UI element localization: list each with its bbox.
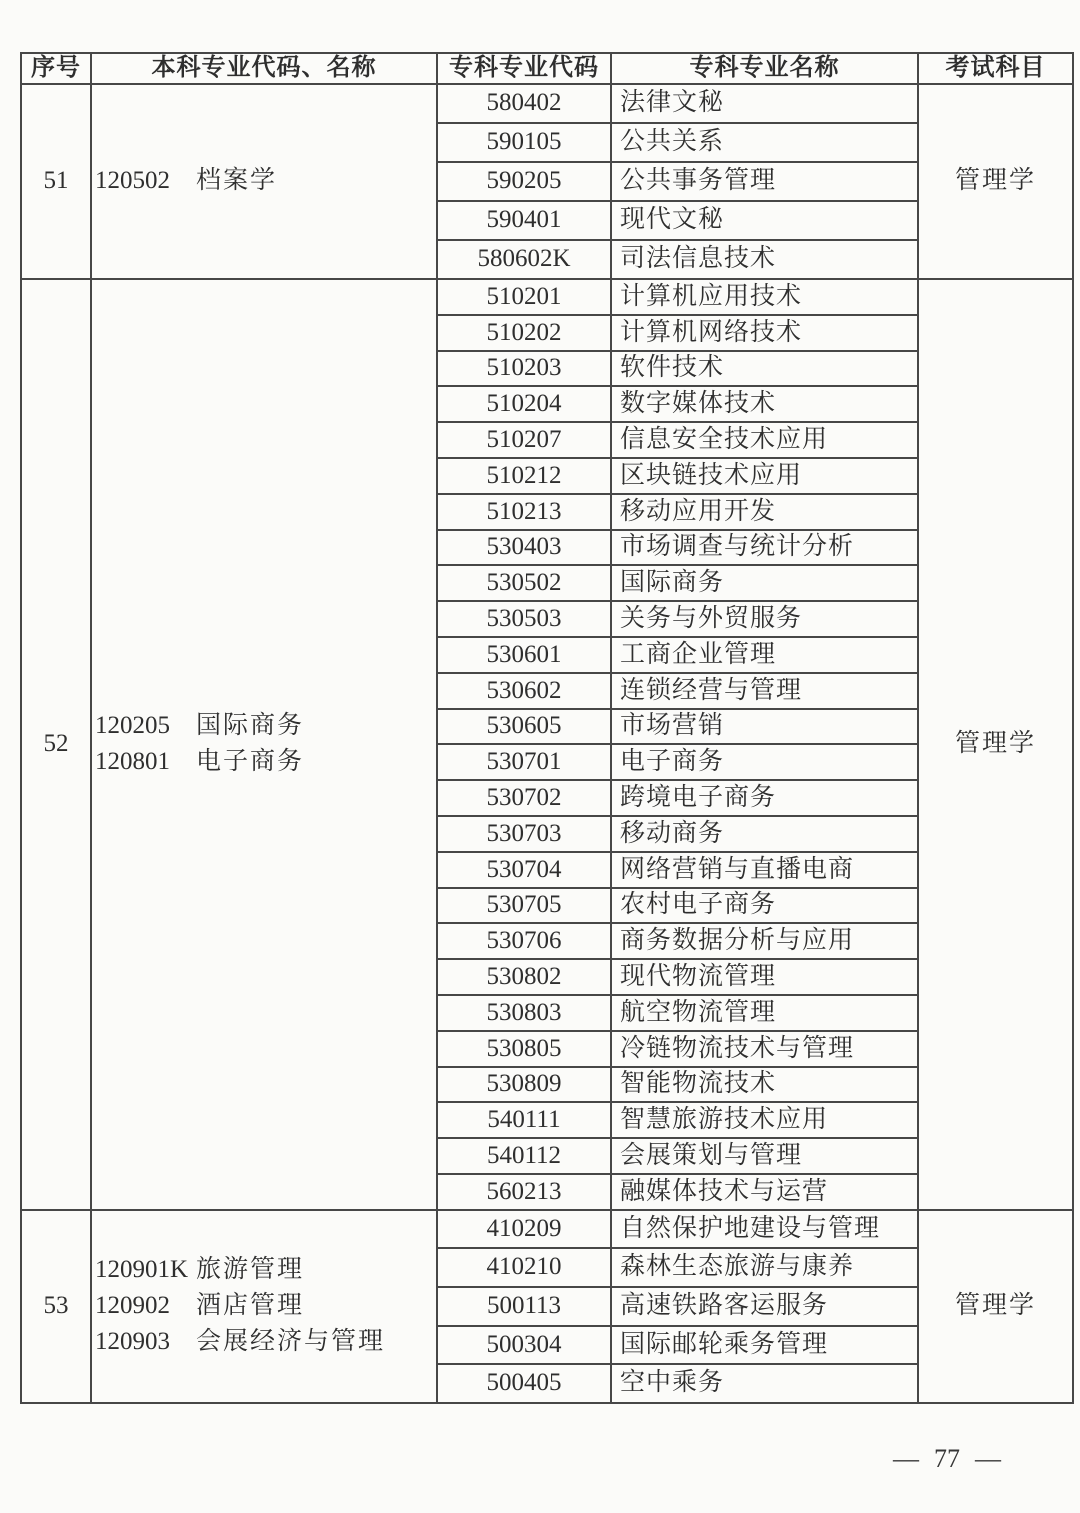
associate-major-code-cell: 530701 (437, 744, 611, 780)
associate-major-code-cell: 530809 (437, 1067, 611, 1103)
associate-major-name-cell: 智慧旅游技术应用 (611, 1102, 918, 1138)
associate-major-name-cell: 计算机应用技术 (611, 279, 918, 315)
associate-major-code-cell: 410210 (437, 1248, 611, 1287)
associate-major-name-cell: 电子商务 (611, 744, 918, 780)
associate-major-code-cell: 530704 (437, 852, 611, 888)
associate-major-name-cell: 法律文秘 (611, 84, 918, 123)
associate-major-code-cell: 530706 (437, 923, 611, 959)
associate-major-name-cell: 工商企业管理 (611, 637, 918, 673)
table-row (21, 84, 1073, 123)
associate-major-code-cell: 580602K (437, 240, 611, 279)
undergrad-major-name: 电子商务 (196, 748, 305, 776)
seq-cell: 51 (21, 84, 91, 279)
undergrad-major-code: 120903 (95, 1328, 170, 1356)
footer-dash-right: — (975, 1444, 1001, 1473)
undergrad-majors-cell (91, 84, 437, 279)
undergrad-major-code: 120205 (95, 712, 170, 740)
majors-table (20, 52, 1074, 1404)
associate-major-code-cell: 510201 (437, 279, 611, 315)
associate-major-code-cell: 530403 (437, 530, 611, 566)
exam-subject-cell: 管理学 (918, 84, 1073, 279)
associate-major-code-cell: 540112 (437, 1138, 611, 1174)
associate-major-name-cell: 连锁经营与管理 (611, 673, 918, 709)
undergrad-major-name: 酒店管理 (196, 1292, 305, 1320)
associate-major-code-cell: 580402 (437, 84, 611, 123)
associate-major-name-cell: 高速铁路客运服务 (611, 1287, 918, 1326)
associate-major-code-cell: 510204 (437, 386, 611, 422)
footer-dash-left: — (893, 1444, 919, 1473)
associate-major-code-cell: 530601 (437, 637, 611, 673)
associate-major-code-cell: 530805 (437, 1031, 611, 1067)
associate-major-name-cell: 国际商务 (611, 565, 918, 601)
associate-major-code-cell: 500113 (437, 1287, 611, 1326)
associate-major-code-cell: 590105 (437, 123, 611, 162)
undergrad-major-name: 档案学 (196, 167, 278, 195)
undergrad-major-line (95, 744, 436, 780)
table-row (21, 1210, 1073, 1249)
associate-major-name-cell: 计算机网络技术 (611, 315, 918, 351)
col-header-exam-subject: 考试科目 (918, 53, 1073, 84)
associate-major-name-cell: 网络营销与直播电商 (611, 852, 918, 888)
associate-major-code-cell: 530702 (437, 780, 611, 816)
undergrad-major-line (95, 1288, 436, 1324)
associate-major-name-cell: 自然保护地建设与管理 (611, 1210, 918, 1249)
associate-major-name-cell: 软件技术 (611, 351, 918, 387)
undergrad-major-code: 120902 (95, 1292, 170, 1320)
associate-major-name-cell: 市场营销 (611, 709, 918, 745)
undergrad-major-name: 国际商务 (196, 712, 305, 740)
associate-major-name-cell: 森林生态旅游与康养 (611, 1248, 918, 1287)
associate-major-name-cell: 国际邮轮乘务管理 (611, 1326, 918, 1365)
undergrad-major-line (95, 163, 436, 199)
associate-major-name-cell: 冷链物流技术与管理 (611, 1031, 918, 1067)
undergrad-major-code: 120901K (95, 1255, 189, 1283)
associate-major-code-cell: 530802 (437, 959, 611, 995)
associate-major-code-cell: 510207 (437, 422, 611, 458)
undergrad-major-name: 会展经济与管理 (196, 1328, 386, 1356)
associate-major-code-cell: 530602 (437, 673, 611, 709)
table-row (21, 279, 1073, 315)
associate-major-code-cell: 510202 (437, 315, 611, 351)
associate-major-name-cell: 数字媒体技术 (611, 386, 918, 422)
associate-major-code-cell: 500405 (437, 1364, 611, 1403)
page-number: 77 (934, 1444, 960, 1473)
associate-major-code-cell: 530502 (437, 565, 611, 601)
col-header-undergrad-code-name: 本科专业代码、名称 (91, 53, 437, 84)
associate-major-code-cell: 560213 (437, 1174, 611, 1210)
undergrad-major-code: 120801 (95, 748, 170, 776)
associate-major-name-cell: 信息安全技术应用 (611, 422, 918, 458)
col-header-associate-code: 专科专业代码 (437, 53, 611, 84)
undergrad-major-code: 120502 (95, 167, 170, 195)
associate-major-code-cell: 510203 (437, 351, 611, 387)
undergrad-major-line (95, 1252, 436, 1288)
associate-major-code-cell: 540111 (437, 1102, 611, 1138)
associate-major-code-cell: 530703 (437, 816, 611, 852)
associate-major-name-cell: 移动商务 (611, 816, 918, 852)
associate-major-code-cell: 510213 (437, 494, 611, 530)
associate-major-name-cell: 会展策划与管理 (611, 1138, 918, 1174)
associate-major-code-cell: 410209 (437, 1210, 611, 1249)
associate-major-name-cell: 空中乘务 (611, 1364, 918, 1403)
exam-subject-cell: 管理学 (918, 279, 1073, 1210)
associate-major-name-cell: 跨境电子商务 (611, 780, 918, 816)
associate-major-name-cell: 关务与外贸服务 (611, 601, 918, 637)
associate-major-name-cell: 融媒体技术与运营 (611, 1174, 918, 1210)
exam-subject-cell: 管理学 (918, 1210, 1073, 1403)
associate-major-code-cell: 500304 (437, 1326, 611, 1365)
associate-major-name-cell: 公共事务管理 (611, 162, 918, 201)
associate-major-code-cell: 530503 (437, 601, 611, 637)
associate-major-name-cell: 智能物流技术 (611, 1067, 918, 1103)
header-row (21, 53, 1073, 84)
associate-major-name-cell: 区块链技术应用 (611, 458, 918, 494)
associate-major-name-cell: 公共关系 (611, 123, 918, 162)
associate-major-name-cell: 农村电子商务 (611, 888, 918, 924)
associate-major-name-cell: 商务数据分析与应用 (611, 923, 918, 959)
associate-major-name-cell: 现代物流管理 (611, 959, 918, 995)
associate-major-name-cell: 现代文秘 (611, 201, 918, 240)
undergrad-major-name: 旅游管理 (196, 1255, 305, 1283)
col-header-associate-name: 专科专业名称 (611, 53, 918, 84)
seq-cell: 52 (21, 279, 91, 1210)
associate-major-name-cell: 司法信息技术 (611, 240, 918, 279)
undergrad-majors-cell (91, 1210, 437, 1403)
associate-major-name-cell: 市场调查与统计分析 (611, 530, 918, 566)
associate-major-code-cell: 590401 (437, 201, 611, 240)
associate-major-code-cell: 530705 (437, 888, 611, 924)
col-header-seq: 序号 (21, 53, 91, 84)
undergrad-majors-cell (91, 279, 437, 1210)
associate-major-code-cell: 510212 (437, 458, 611, 494)
associate-major-name-cell: 航空物流管理 (611, 995, 918, 1031)
associate-major-name-cell: 移动应用开发 (611, 494, 918, 530)
undergrad-major-line (95, 708, 436, 744)
seq-cell: 53 (21, 1210, 91, 1403)
undergrad-major-line (95, 1324, 436, 1360)
associate-major-code-cell: 530803 (437, 995, 611, 1031)
associate-major-code-cell: 530605 (437, 709, 611, 745)
page-footer (893, 1444, 1001, 1474)
associate-major-code-cell: 590205 (437, 162, 611, 201)
